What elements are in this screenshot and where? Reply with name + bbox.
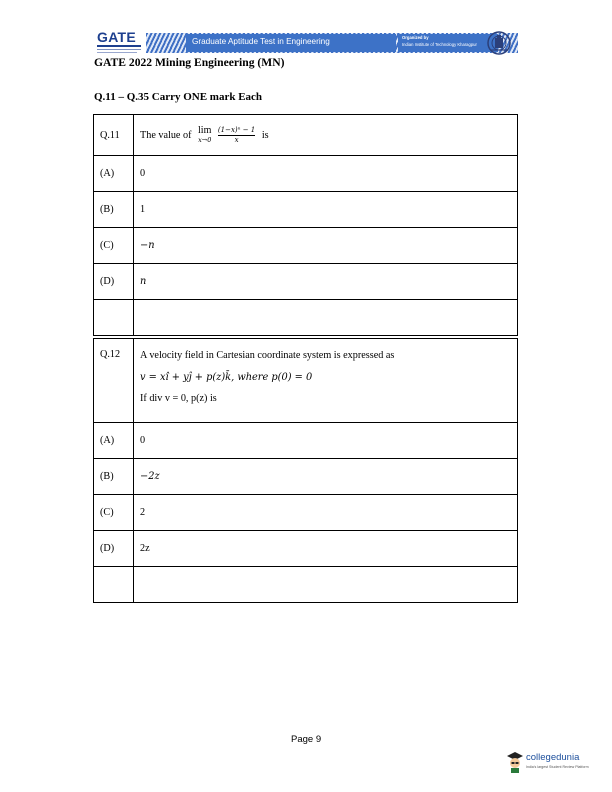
banner-title: Graduate Aptitude Test in Engineering bbox=[192, 37, 330, 46]
question-text bbox=[134, 115, 518, 156]
option-value: 1 bbox=[134, 192, 518, 228]
option-row bbox=[94, 495, 518, 531]
option-label: (C) bbox=[94, 228, 134, 264]
option-label: (A) bbox=[94, 423, 134, 459]
option-row bbox=[94, 459, 518, 495]
question-row bbox=[94, 339, 518, 423]
organizer-name: Indian Institute of Technology Kharagpur bbox=[402, 42, 477, 47]
fraction bbox=[218, 126, 255, 145]
question-text bbox=[134, 339, 518, 423]
question-equation: v = xî + yĵ + p(z)k̄, where p(0) = 0 bbox=[140, 372, 313, 383]
option-value: n bbox=[134, 264, 518, 300]
question-12-table bbox=[93, 338, 518, 603]
question-line: If div v = 0, p(z) is bbox=[140, 393, 217, 404]
empty-cell bbox=[94, 567, 134, 603]
question-11-table bbox=[93, 114, 518, 336]
brand-tagline: India's largest Student Review Platform bbox=[526, 765, 589, 769]
option-row bbox=[94, 264, 518, 300]
limit-subscript: x→0 bbox=[198, 136, 212, 144]
organized-by-label: Organized by bbox=[402, 35, 429, 40]
spacer-row bbox=[94, 300, 518, 336]
option-value: 2z bbox=[134, 531, 518, 567]
option-row bbox=[94, 423, 518, 459]
option-label: (B) bbox=[94, 459, 134, 495]
option-value: 2 bbox=[134, 495, 518, 531]
gate-logo-text: GATE bbox=[97, 29, 137, 45]
empty-cell bbox=[134, 567, 518, 603]
header-banner bbox=[94, 29, 518, 57]
limit-expression bbox=[198, 126, 211, 144]
question-text-before: The value of bbox=[140, 129, 192, 141]
question-number: Q.12 bbox=[94, 339, 134, 423]
paper-title: GATE 2022 Mining Engineering (MN) bbox=[94, 56, 285, 69]
page-number: Page 9 bbox=[291, 734, 322, 745]
option-row bbox=[94, 192, 518, 228]
option-row bbox=[94, 156, 518, 192]
question-number: Q.11 bbox=[94, 115, 134, 156]
question-line: A velocity field in Cartesian coordinate system is expressed as bbox=[140, 350, 395, 361]
graduate-mascot-icon bbox=[506, 751, 524, 773]
empty-cell bbox=[94, 300, 134, 336]
option-value: 0 bbox=[134, 156, 518, 192]
option-label: (D) bbox=[94, 264, 134, 300]
brand-name: collegedunia bbox=[526, 752, 580, 763]
option-label: (D) bbox=[94, 531, 134, 567]
option-value: 0 bbox=[134, 423, 518, 459]
option-label: (A) bbox=[94, 156, 134, 192]
option-label: (C) bbox=[94, 495, 134, 531]
option-value: −2z bbox=[134, 459, 518, 495]
question-text-after: is bbox=[261, 129, 269, 141]
fraction-numerator: (1−x)ⁿ − 1 bbox=[217, 125, 256, 134]
gate-logo-rule bbox=[97, 45, 141, 47]
option-value: −n bbox=[134, 228, 518, 264]
gate-logo-rule bbox=[97, 52, 137, 53]
iit-emblem-icon bbox=[486, 30, 512, 56]
collegedunia-logo bbox=[506, 751, 594, 775]
section-title: Q.11 – Q.35 Carry ONE mark Each bbox=[94, 91, 263, 103]
empty-cell bbox=[134, 300, 518, 336]
option-label: (B) bbox=[94, 192, 134, 228]
gate-logo-rule bbox=[97, 49, 141, 50]
question-row bbox=[94, 115, 518, 156]
fraction-denominator: x bbox=[218, 135, 255, 145]
option-row bbox=[94, 531, 518, 567]
spacer-row bbox=[94, 567, 518, 603]
limit-operator: lim bbox=[198, 125, 212, 136]
banner-strip bbox=[146, 33, 518, 53]
gate-logo bbox=[94, 29, 144, 57]
option-row bbox=[94, 228, 518, 264]
